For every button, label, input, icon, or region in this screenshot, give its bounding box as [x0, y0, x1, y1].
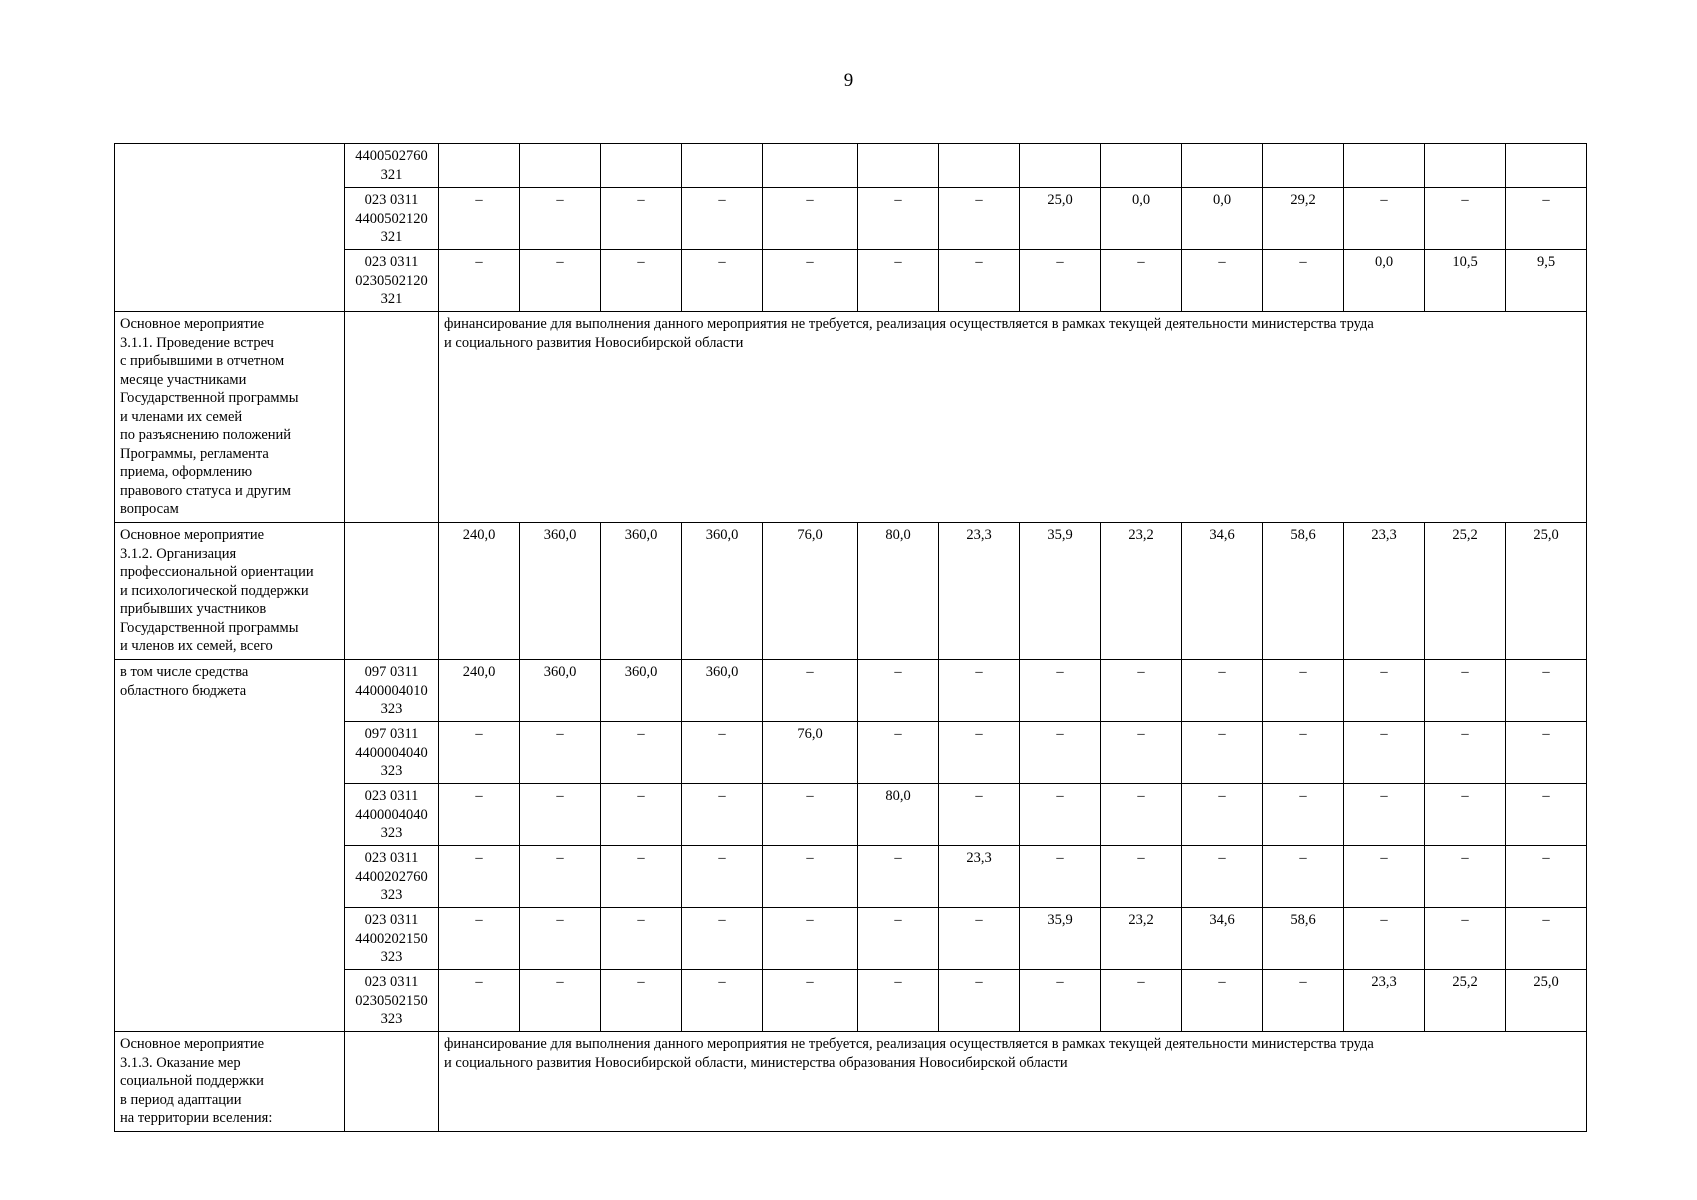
- value-cell: –: [682, 908, 763, 970]
- value-cell: –: [1425, 908, 1506, 970]
- value-cell: –: [1506, 908, 1587, 970]
- financing-table: [114, 143, 1587, 1132]
- table-row: [115, 144, 1587, 188]
- value-cell: –: [1101, 722, 1182, 784]
- value-cell: –: [601, 970, 682, 1032]
- value-cell: –: [1182, 660, 1263, 722]
- value-cell: –: [858, 250, 939, 312]
- value-cell: –: [1101, 784, 1182, 846]
- value-cell: 0,0: [1101, 188, 1182, 250]
- value-cell: –: [1263, 846, 1344, 908]
- value-cell: 29,2: [1263, 188, 1344, 250]
- value-cell: 34,6: [1182, 908, 1263, 970]
- value-cell: –: [1344, 722, 1425, 784]
- value-cell: 360,0: [601, 523, 682, 660]
- value-cell: 76,0: [763, 523, 858, 660]
- value-cell: [520, 144, 601, 188]
- value-cell: –: [682, 846, 763, 908]
- value-cell: –: [1425, 660, 1506, 722]
- value-cell: –: [520, 908, 601, 970]
- budget-code-cell: 023 0311 4400202760 323: [345, 846, 439, 908]
- activity-3-1-3-note: финансирование для выполнения данного мероприятия не требуется, реализация осуществляется в рамках текущей деятельности министерства труда и социального развития Новосибирской области, министерства образования Новосибирской области: [439, 1032, 1587, 1132]
- value-cell: –: [1182, 846, 1263, 908]
- value-cell: –: [1506, 722, 1587, 784]
- value-cell: –: [858, 188, 939, 250]
- value-cell: 23,3: [1344, 523, 1425, 660]
- table-row: [115, 660, 1587, 722]
- value-cell: –: [939, 722, 1020, 784]
- value-cell: –: [1020, 846, 1101, 908]
- budget-code-cell: [345, 523, 439, 660]
- value-cell: [939, 144, 1020, 188]
- value-cell: 360,0: [682, 523, 763, 660]
- value-cell: –: [763, 908, 858, 970]
- table-row: [115, 1032, 1587, 1132]
- value-cell: –: [520, 722, 601, 784]
- value-cell: 35,9: [1020, 908, 1101, 970]
- value-cell: –: [682, 784, 763, 846]
- activity-3-1-3-label: Основное мероприятие 3.1.3. Оказание мер социальной поддержки в период адаптации на территории вселения:: [115, 1032, 345, 1132]
- value-cell: –: [601, 188, 682, 250]
- value-cell: –: [1425, 846, 1506, 908]
- value-cell: –: [1263, 970, 1344, 1032]
- value-cell: –: [1425, 188, 1506, 250]
- value-cell: 23,3: [1344, 970, 1425, 1032]
- activity-3-1-2-label: Основное мероприятие 3.1.2. Организация профессиональной ориентации и психологической поддержки прибывших участников Государственной программы и членов их семей, всего: [115, 523, 345, 660]
- table-row: [115, 523, 1587, 660]
- value-cell: –: [763, 784, 858, 846]
- value-cell: 23,3: [939, 846, 1020, 908]
- value-cell: –: [520, 970, 601, 1032]
- value-cell: –: [1101, 660, 1182, 722]
- table-row: [115, 312, 1587, 523]
- value-cell: –: [1425, 784, 1506, 846]
- page-number: 9: [843, 70, 854, 91]
- value-cell: 58,6: [1263, 908, 1344, 970]
- value-cell: 360,0: [682, 660, 763, 722]
- budget-code-cell: 023 0311 0230502150 323: [345, 970, 439, 1032]
- value-cell: –: [763, 970, 858, 1032]
- value-cell: 25,2: [1425, 970, 1506, 1032]
- value-cell: –: [1263, 784, 1344, 846]
- value-cell: 10,5: [1425, 250, 1506, 312]
- budget-code-cell: 023 0311 4400202150 323: [345, 908, 439, 970]
- value-cell: –: [858, 660, 939, 722]
- value-cell: 360,0: [601, 660, 682, 722]
- value-cell: –: [439, 784, 520, 846]
- value-cell: –: [763, 188, 858, 250]
- value-cell: –: [1344, 908, 1425, 970]
- value-cell: –: [682, 722, 763, 784]
- value-cell: –: [1101, 846, 1182, 908]
- value-cell: –: [439, 846, 520, 908]
- value-cell: –: [939, 660, 1020, 722]
- value-cell: –: [939, 188, 1020, 250]
- value-cell: 0,0: [1344, 250, 1425, 312]
- value-cell: –: [1020, 970, 1101, 1032]
- regional-budget-label: в том числе средства областного бюджета: [115, 660, 345, 1032]
- value-cell: –: [439, 250, 520, 312]
- value-cell: 23,3: [939, 523, 1020, 660]
- value-cell: –: [439, 722, 520, 784]
- value-cell: [1182, 144, 1263, 188]
- value-cell: –: [439, 970, 520, 1032]
- value-cell: 23,2: [1101, 908, 1182, 970]
- value-cell: 240,0: [439, 660, 520, 722]
- value-cell: –: [682, 188, 763, 250]
- budget-code-cell: [345, 312, 439, 523]
- value-cell: 58,6: [1263, 523, 1344, 660]
- value-cell: 34,6: [1182, 523, 1263, 660]
- value-cell: –: [439, 188, 520, 250]
- value-cell: [763, 144, 858, 188]
- value-cell: [1020, 144, 1101, 188]
- value-cell: –: [1506, 660, 1587, 722]
- value-cell: [601, 144, 682, 188]
- value-cell: 240,0: [439, 523, 520, 660]
- value-cell: –: [858, 846, 939, 908]
- value-cell: 360,0: [520, 660, 601, 722]
- budget-code-cell: 023 0311 0230502120 321: [345, 250, 439, 312]
- value-cell: –: [858, 908, 939, 970]
- value-cell: –: [601, 784, 682, 846]
- budget-code-cell: 097 0311 4400004040 323: [345, 722, 439, 784]
- value-cell: –: [439, 908, 520, 970]
- value-cell: 76,0: [763, 722, 858, 784]
- value-cell: –: [1020, 660, 1101, 722]
- value-cell: –: [1020, 250, 1101, 312]
- value-cell: –: [520, 188, 601, 250]
- value-cell: –: [520, 250, 601, 312]
- value-cell: [1506, 144, 1587, 188]
- value-cell: [1425, 144, 1506, 188]
- value-cell: –: [763, 660, 858, 722]
- value-cell: 25,0: [1506, 970, 1587, 1032]
- value-cell: –: [763, 250, 858, 312]
- value-cell: [682, 144, 763, 188]
- value-cell: [1344, 144, 1425, 188]
- value-cell: [1263, 144, 1344, 188]
- value-cell: –: [939, 970, 1020, 1032]
- budget-code-cell: 097 0311 4400004010 323: [345, 660, 439, 722]
- value-cell: 23,2: [1101, 523, 1182, 660]
- value-cell: –: [1344, 784, 1425, 846]
- budget-code-cell: 023 0311 4400502120 321: [345, 188, 439, 250]
- value-cell: –: [601, 908, 682, 970]
- activity-3-1-1-label: Основное мероприятие 3.1.1. Проведение встреч с прибывшими в отчетном месяце участниками Государственной программы и членами их семей по разъяснению положений Программы, регламента приема, оформлению правового статуса и другим вопросам: [115, 312, 345, 523]
- value-cell: –: [1101, 250, 1182, 312]
- value-cell: [439, 144, 520, 188]
- value-cell: –: [1344, 846, 1425, 908]
- value-cell: –: [601, 722, 682, 784]
- value-cell: –: [1506, 784, 1587, 846]
- value-cell: –: [1263, 722, 1344, 784]
- value-cell: –: [1344, 660, 1425, 722]
- value-cell: [858, 144, 939, 188]
- value-cell: –: [858, 970, 939, 1032]
- value-cell: –: [601, 846, 682, 908]
- value-cell: –: [520, 784, 601, 846]
- value-cell: 360,0: [520, 523, 601, 660]
- value-cell: 35,9: [1020, 523, 1101, 660]
- value-cell: –: [601, 250, 682, 312]
- value-cell: –: [1182, 970, 1263, 1032]
- value-cell: –: [1344, 188, 1425, 250]
- value-cell: –: [1425, 722, 1506, 784]
- value-cell: –: [939, 250, 1020, 312]
- value-cell: 0,0: [1182, 188, 1263, 250]
- value-cell: 9,5: [1506, 250, 1587, 312]
- value-cell: –: [1263, 660, 1344, 722]
- value-cell: –: [1182, 784, 1263, 846]
- value-cell: 25,0: [1020, 188, 1101, 250]
- value-cell: [1101, 144, 1182, 188]
- value-cell: –: [1182, 250, 1263, 312]
- value-cell: –: [939, 908, 1020, 970]
- value-cell: 25,0: [1506, 523, 1587, 660]
- budget-code-cell: 4400502760 321: [345, 144, 439, 188]
- activity-3-1-1-note: финансирование для выполнения данного мероприятия не требуется, реализация осуществляется в рамках текущей деятельности министерства труда и социального развития Новосибирской области: [439, 312, 1587, 523]
- budget-code-cell: 023 0311 4400004040 323: [345, 784, 439, 846]
- value-cell: –: [1506, 846, 1587, 908]
- value-cell: –: [1263, 250, 1344, 312]
- value-cell: –: [682, 970, 763, 1032]
- value-cell: 80,0: [858, 784, 939, 846]
- value-cell: –: [520, 846, 601, 908]
- value-cell: –: [939, 784, 1020, 846]
- value-cell: 80,0: [858, 523, 939, 660]
- value-cell: –: [682, 250, 763, 312]
- value-cell: –: [1506, 188, 1587, 250]
- value-cell: –: [763, 846, 858, 908]
- value-cell: –: [1020, 722, 1101, 784]
- budget-code-cell: [345, 1032, 439, 1132]
- value-cell: 25,2: [1425, 523, 1506, 660]
- value-cell: –: [1101, 970, 1182, 1032]
- value-cell: –: [1182, 722, 1263, 784]
- value-cell: –: [858, 722, 939, 784]
- label-cell: [115, 144, 345, 312]
- value-cell: –: [1020, 784, 1101, 846]
